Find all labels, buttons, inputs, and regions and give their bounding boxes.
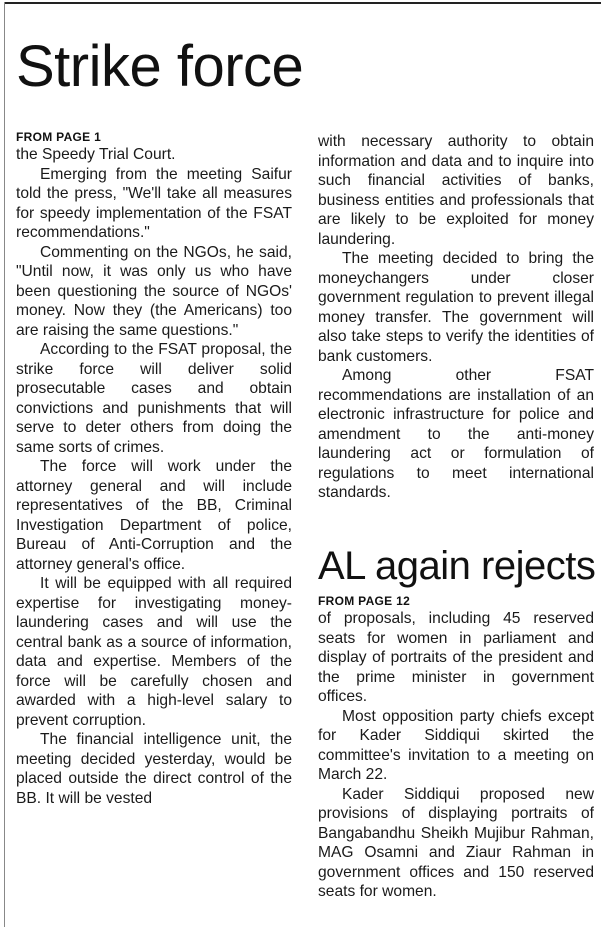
headline-strike-force: Strike force bbox=[16, 34, 304, 99]
kicker-from-page-12: FROM PAGE 12 bbox=[318, 594, 411, 608]
paragraph: Among other FSAT recommendations are installation of an electronic infrastructure for police and amendment to the anti-money laundering act or formulation of regulations to meet international standards. bbox=[318, 367, 594, 501]
paragraph: According to the FSAT proposal, the strike force will deliver solid prosecutable cases and obtain convictions and punishments that will serve to deter others from doing the same sorts of crimes. bbox=[16, 341, 292, 456]
paragraph: It will be equipped with all required expertise for investigating money-laundering cases and will use the central bank as a source of information, data and expertise. Members of the force will be carefully chosen and awarded with a high-level salary to prevent corruption. bbox=[16, 575, 292, 729]
article2-column bbox=[318, 594, 594, 902]
paragraph: with necessary authority to obtain information and data and to inquire into such financial activities of banks, business entities and professionals that are likely to be exploited for money laundering. bbox=[318, 133, 594, 248]
paragraph: Most opposition party chiefs except for Kader Siddiqui skirted the committee's invitation to a meeting on March 22. bbox=[318, 707, 594, 783]
paragraph: Commenting on the NGOs, he said, "Until now, it was only us who have been questioning the source of NGOs' money. Now they (the Americans) too are raising the same questions." bbox=[16, 243, 292, 339]
paragraph: the Speedy Trial Court. bbox=[16, 146, 176, 163]
paragraph: The financial intelligence unit, the meeting decided yesterday, would be placed outside the direct control of the BB. It will be vested bbox=[16, 731, 292, 807]
kicker-from-page-1: FROM PAGE 1 bbox=[16, 130, 102, 144]
headline-al-again-rejects: AL again rejects bbox=[318, 544, 596, 588]
top-rule bbox=[4, 2, 601, 4]
paragraph: of proposals, including 45 reserved seats for women in parliament and display of portraits of the president and the prime minister in government offices. bbox=[318, 610, 594, 705]
paragraph: The force will work under the attorney general and will include representatives of the BB, Criminal Investigation Department of police, Bureau of Anti-Corruption and the attorney general's office. bbox=[16, 458, 292, 573]
article1-column-1 bbox=[16, 130, 292, 808]
column-rule bbox=[4, 2, 5, 927]
paragraph: Emerging from the meeting Saifur told the press, "We'll take all measures for speedy implementation of the FSAT recommendations." bbox=[16, 165, 292, 241]
paragraph: Kader Siddiqui proposed new provisions of displaying portraits of Bangabandhu Sheikh Mujibur Rahman, MAG Osamni and Ziaur Rahman in government offices and 150 reserved seats for women. bbox=[318, 785, 594, 900]
article1-column-2 bbox=[318, 132, 594, 503]
paragraph: The meeting decided to bring the moneychangers under closer government regulation to prevent illegal money transfer. The government will also take steps to verify the identities of bank customers. bbox=[318, 250, 594, 365]
